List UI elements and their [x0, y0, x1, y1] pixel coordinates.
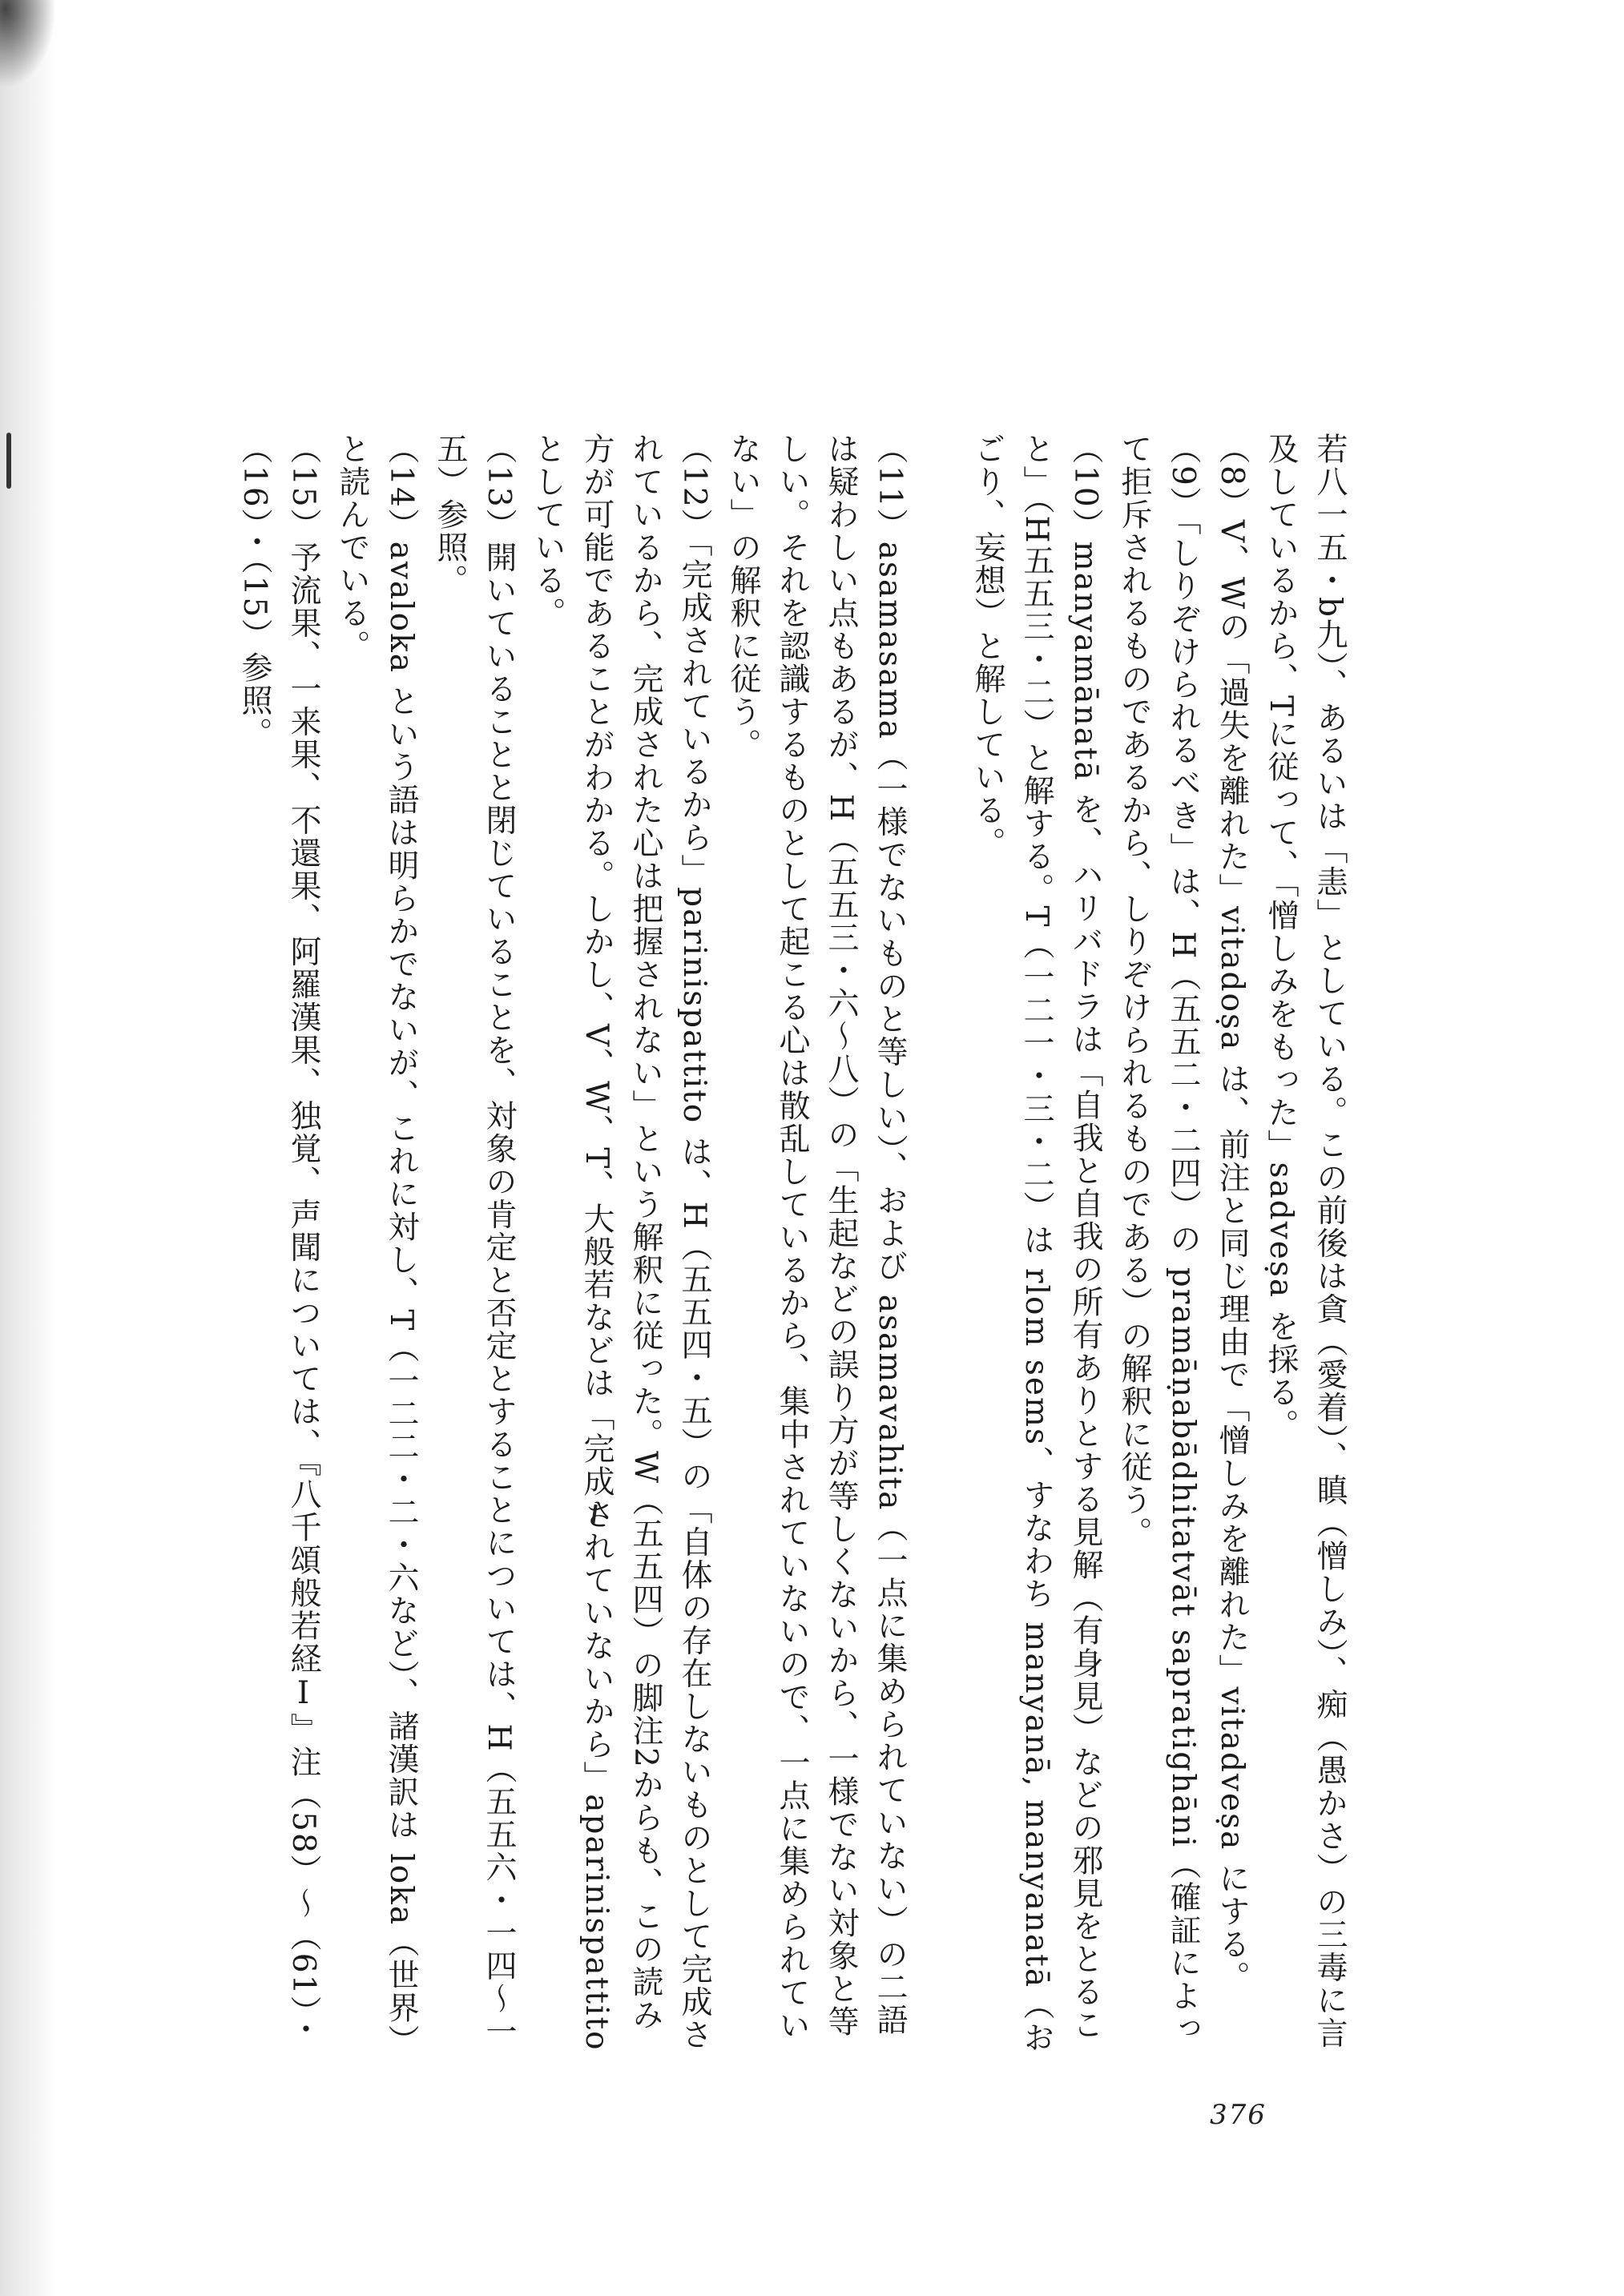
note-11	[719, 433, 914, 2059]
note-10	[963, 433, 1110, 2059]
note-label: （11）	[872, 433, 908, 542]
note-body: 「しりぞけられるべき」は、H（五五二・二四）の pramāṇabādhitatvāt sapratighāni（確証によって拒斥されるものであるから、しりぞけられるものである）の解釈に従う。	[1116, 433, 1201, 2046]
note-body: V、Wの「過失を離れた」vitadoṣa は、前注と同じ理由で「憎しみを離れた」vitadveṣa にする。	[1214, 519, 1250, 1994]
note-body: 開いていることと閉じていることを、対象の肯定と否定とすることについては、H（五五六・一四〜一五）参照。	[432, 433, 517, 2048]
note-label: （13）	[481, 433, 517, 542]
note-13	[425, 433, 523, 2059]
note-8	[1207, 433, 1256, 2059]
note-label: （8）	[1214, 433, 1250, 520]
note-label: （9）	[1165, 433, 1201, 520]
note-label: （14）	[383, 433, 419, 542]
binding-edge-mark	[6, 433, 11, 489]
note-label: （10）	[1067, 433, 1103, 542]
note-14	[328, 433, 425, 2059]
scan-edge-shadow	[0, 0, 56, 2296]
note-label: （15）	[285, 433, 321, 542]
note-label: （12）	[676, 433, 712, 542]
paragraph-gap	[938, 433, 939, 481]
note-continuation	[1256, 433, 1354, 2059]
notes-text-block	[236, 433, 1354, 2059]
note-body: avaloka という語は明らかでないが、これに対し、T（一二二・二・六など）、諸漢訳は loka（世界）と読んでいる。	[334, 433, 419, 2058]
note-9	[1110, 433, 1207, 2059]
note-body: manyamānatā を、ハリバドラは「自我と自我の所有ありとする見解（有身見）などの邪見をとること」（H五五三・二）と解する。T（一二一・三・二）は rlom sems、すなわち manyanā, manyanatā（おごり、妄想）と解している。	[969, 433, 1103, 2055]
page-number: 376	[1210, 2099, 1267, 2131]
note-body: 若八一五・b九）、あるいは「恚」としている。この前後は貪（愛着）、瞋（憎しみ）、痴（愚かさ）の三毒に言及しているから、Tに従って、「憎しみをもった」sadveṣa を採る。	[1263, 433, 1348, 2050]
note-body: 予流果、一来果、不還果、阿羅漢果、独覚、声聞については、『八千頌般若経Ⅰ』注（58）〜（61）・（16）・（15）参照。	[236, 433, 321, 2046]
scan-corner-smudge	[0, 0, 56, 88]
note-12	[523, 433, 719, 2059]
note-15	[230, 433, 328, 2059]
note-body: 「完成されているから」parinispattito は、H（五五四・五）の「自体の存在しないものとして完成されているから、完成された心は把握されない」という解釈に従った。W（五五四）の脚注2からも、この読み方が可能であることがわかる。しかし、V、W、T、大般若などは「完成されていないから」aparinispattito としている。	[530, 433, 712, 2052]
note-body: asamasama（一様でないものと等しい）、および asamavahita（一点に集められていない）の二語は疑わしい点もあるが、H（五五三・六〜八）の「生起などの誤り方が等しくないから、一様でない対象と等しい。それを認識するものとして起こる心は散乱しているから、集中されていないので、一点に集められていない」の解釈に従う。	[725, 433, 908, 2042]
